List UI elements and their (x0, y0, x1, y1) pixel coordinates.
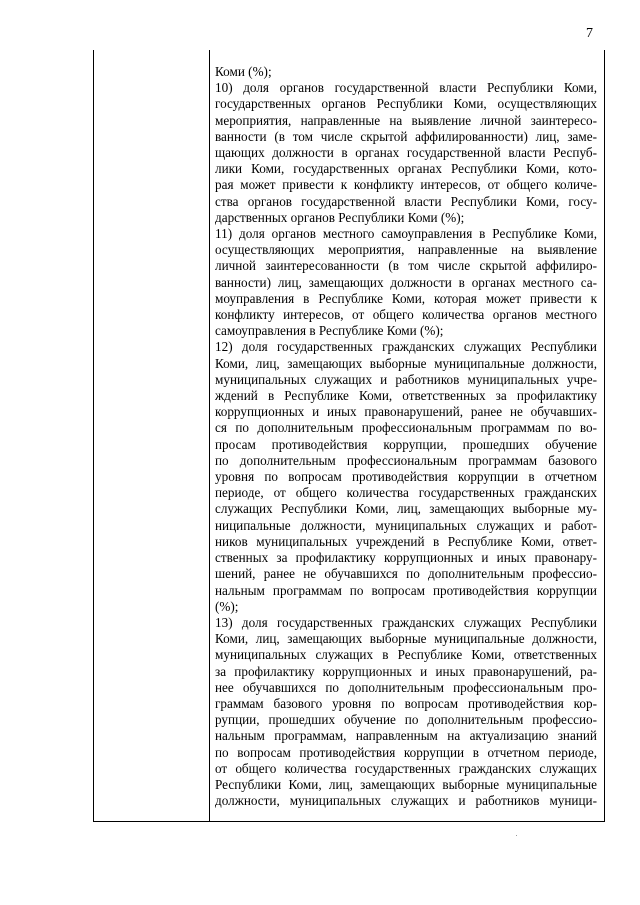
text-line: муниципальных служащих в Республике Коми, ответственных (215, 647, 597, 663)
text-line: дарственных органов Республики Коми (%); (215, 209, 465, 225)
text-line: по вопросам противодействия коррупции в отчетном периоде, (215, 744, 597, 760)
text-line: ственных за профилактику коррупционных и иных правонару- (215, 550, 597, 566)
text-line: ванности) лиц, замещающих должности в органах местного са- (215, 274, 597, 290)
text-line: мероприятия, направленные на выявление личной заинтересо- (215, 112, 597, 128)
text-line: лики Коми, государственных органах Республики Коми, кото- (215, 161, 597, 177)
text-line: конфликту интересов, от общего количества органов местного (215, 307, 597, 323)
text-line: нальным программам по вопросам противодействия коррупции (215, 582, 597, 598)
text-line: коррупционных и иных правонарушений, ранее не обучавших- (215, 404, 597, 420)
text-line: Коми, лиц, замещающих выборные муниципальные должности, (215, 355, 597, 371)
text-line: (%); (215, 598, 239, 614)
scan-speck (516, 835, 517, 836)
text-line: моуправления в Республике Коми, которая может привести к (215, 290, 597, 306)
text-line: нее обучавшихся по дополнительным профессиональным про- (215, 679, 597, 695)
text-line: ждений в Республике Коми, ответственных за профилактику (215, 388, 597, 404)
text-line: по дополнительным профессиональным программам базового (215, 452, 597, 468)
text-line: государственных органов Республики Коми, осуществляющих (215, 96, 597, 112)
text-line: рая может привести к конфликту интересов, от общего количе- (215, 177, 597, 193)
text-line: служащих Республики Коми, лиц, замещающих выборные му- (215, 501, 597, 517)
text-line: ниципальные должности, муниципальных служащих и работ- (215, 517, 597, 533)
table-border-bottom (93, 821, 605, 822)
table-border-right (604, 50, 605, 822)
text-line: должности, муниципальных служащих и работников муници- (215, 793, 597, 809)
text-line: граммам базового уровня по вопросам противодействия кор- (215, 695, 597, 711)
text-line: ванности (в том числе скрытой аффилированности) лиц, заме- (215, 128, 597, 144)
text-line: Коми (%); (215, 64, 272, 79)
text-line: просам противодействия коррупции, прошедших обучение (215, 436, 597, 452)
text-line: периоде, от общего количества государственных гражданских (215, 485, 597, 501)
text-line: нальным программам, направленным на актуализацию знаний (215, 728, 597, 744)
text-line: самоуправления в Республике Коми (%); (215, 323, 444, 339)
text-line: 10) доля органов государственной власти Республики Коми, (215, 80, 597, 96)
text-line: 13) доля государственных гражданских служащих Республики (215, 614, 597, 630)
text-line: за профилактику коррупционных и иных правонарушений, ра- (215, 663, 597, 679)
table-cell-text (215, 64, 597, 809)
text-line: шений, ранее не обучавшихся по дополнительным профессио- (215, 566, 597, 582)
document-table (93, 50, 605, 822)
table-border-left (93, 50, 94, 822)
text-line: щающих должности в органах государственной власти Респуб- (215, 145, 597, 161)
text-line: Коми, лиц, замещающих выборные муниципальные должности, (215, 631, 597, 647)
table-column-divider (209, 50, 210, 822)
text-line: муниципальных служащих и работников муниципальных учре- (215, 371, 597, 387)
text-line: ства органов государственной власти Республики Коми, госу- (215, 193, 597, 209)
text-line: осуществляющих мероприятия, направленные на выявление (215, 242, 597, 258)
text-line: 12) доля государственных гражданских служащих Республики (215, 339, 597, 355)
text-line: Республики Коми, лиц, замещающих выборные муниципальные (215, 776, 597, 792)
page-number: 7 (586, 26, 593, 41)
text-line: личной заинтересованности (в том числе скрытой аффилиро- (215, 258, 597, 274)
text-line: уровня по вопросам противодействия коррупции в отчетном (215, 469, 597, 485)
text-line: от общего количества государственных гражданских служащих (215, 760, 597, 776)
text-line: ников муниципальных учреждений в Республике Коми, ответ- (215, 533, 597, 549)
text-line: ся по дополнительным профессиональным программам по во- (215, 420, 597, 436)
text-line: 11) доля органов местного самоуправления в Республике Коми, (215, 226, 597, 242)
text-line: рупции, прошедших обучение по дополнительным профессио- (215, 712, 597, 728)
